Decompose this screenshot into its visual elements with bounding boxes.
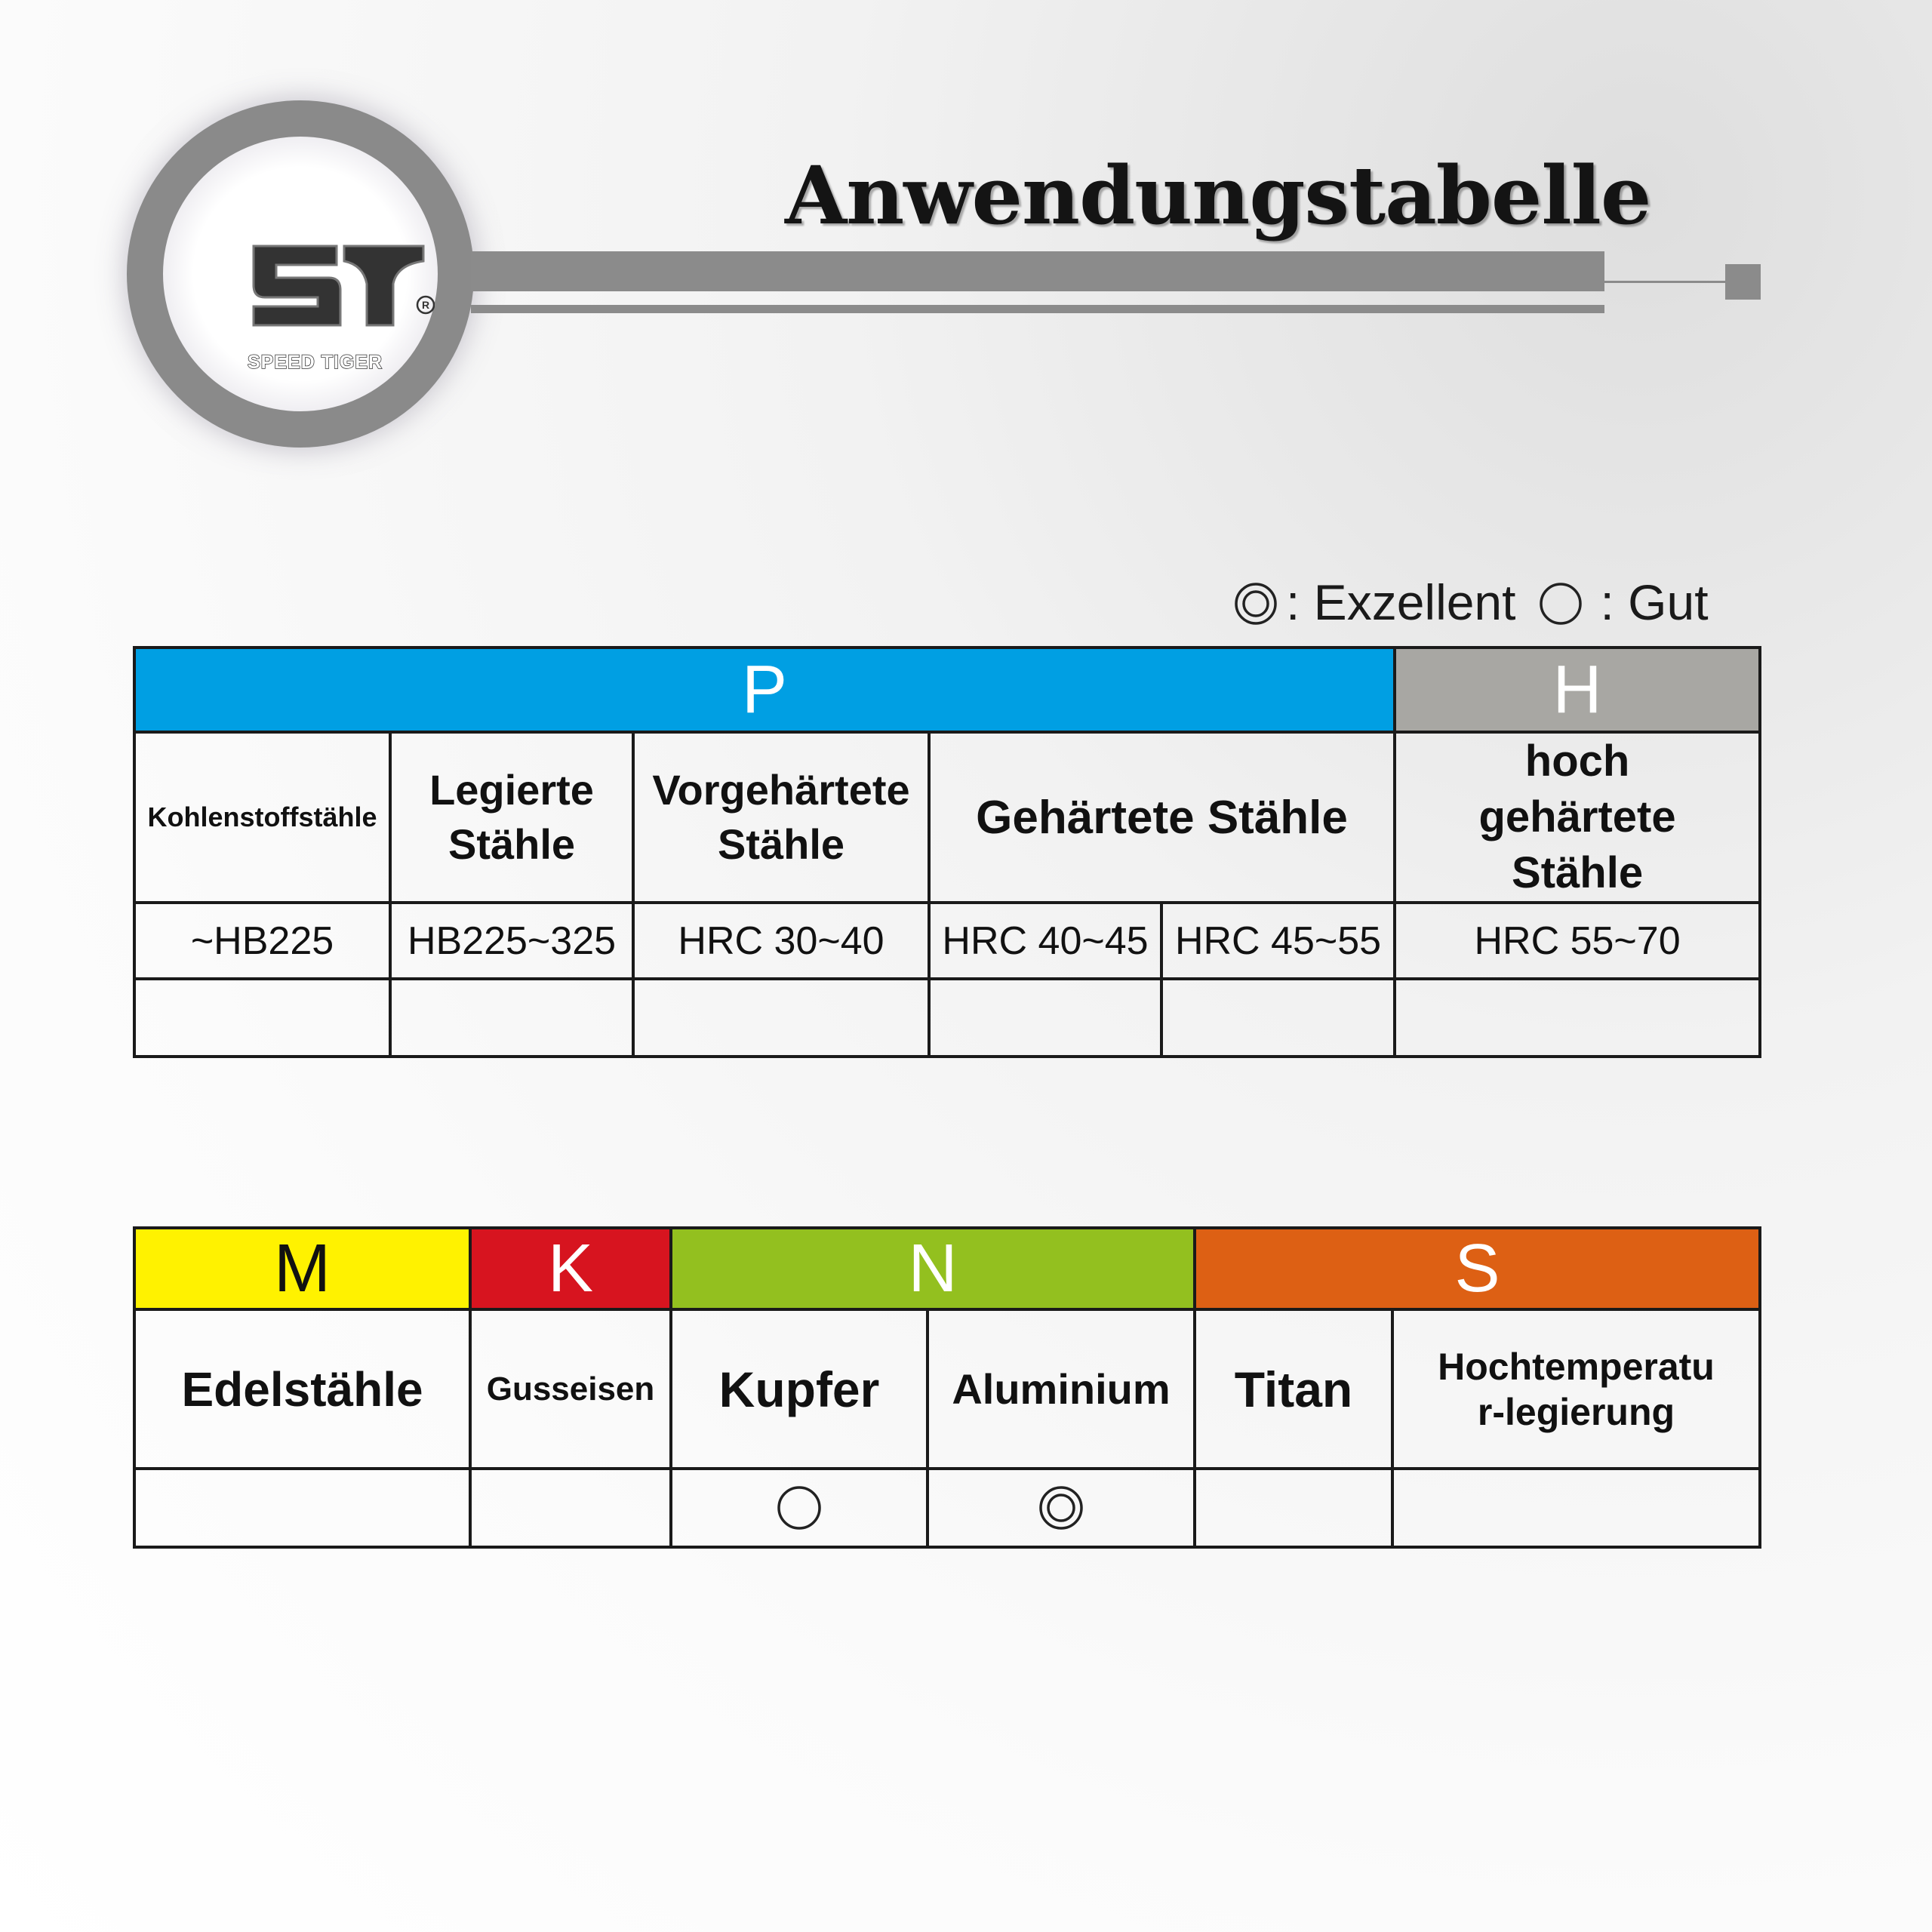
rating-cell	[1161, 979, 1395, 1057]
group-header-p: P	[134, 648, 1395, 732]
rating-cell	[470, 1469, 671, 1547]
range-cell: HRC 45~55	[1161, 903, 1395, 979]
speed-tiger-logo-icon	[246, 231, 435, 344]
range-cell: HRC 40~45	[929, 903, 1161, 979]
category-cell: Kupfer	[671, 1309, 928, 1469]
category-cell: Hochtemperatur-legierung	[1392, 1309, 1760, 1469]
range-cell: HB225~325	[390, 903, 633, 979]
category-cell: Aluminium	[928, 1309, 1195, 1469]
logo-brand-text: SPEED TIGER	[248, 352, 383, 373]
category-cell: Vorgehärtete Stähle	[633, 732, 929, 903]
rating-cell	[633, 979, 929, 1057]
group-header-k: K	[470, 1228, 671, 1309]
circle-icon	[1538, 580, 1583, 625]
category-cell: Gehärtete Stähle	[929, 732, 1395, 903]
legend-excellent-label: : Exzellent	[1286, 574, 1516, 630]
category-cell: Kohlenstoffstähle	[134, 732, 390, 903]
application-table-m-k-n-s	[133, 1226, 1761, 1549]
rating-cell-kupfer	[671, 1469, 928, 1547]
circle-icon	[775, 1484, 823, 1532]
rating-cell-aluminium	[928, 1469, 1195, 1547]
rating-cell	[1395, 979, 1760, 1057]
category-cell: Gusseisen	[470, 1309, 671, 1469]
legend	[1233, 574, 1709, 631]
page-title: Anwendungstabelle	[785, 148, 1651, 242]
category-cell: Titan	[1195, 1309, 1392, 1469]
range-cell: HRC 55~70	[1395, 903, 1760, 979]
group-header-m: M	[134, 1228, 470, 1309]
application-table-p-h	[133, 646, 1761, 1058]
rating-cell	[134, 1469, 470, 1547]
title-bar-thin	[471, 305, 1604, 313]
legend-good-label: : Gut	[1600, 574, 1709, 630]
category-cell: Legierte Stähle	[390, 732, 633, 903]
title-bar-square	[1725, 264, 1761, 300]
rating-cell	[134, 979, 390, 1057]
rating-cell	[390, 979, 633, 1057]
range-cell: HRC 30~40	[633, 903, 929, 979]
rating-cell	[1392, 1469, 1760, 1547]
double-circle-icon	[1037, 1484, 1085, 1532]
group-header-h: H	[1395, 648, 1760, 732]
group-header-s: S	[1195, 1228, 1760, 1309]
title-bar-line	[1604, 281, 1725, 283]
category-cell: hoch gehärtete Stähle	[1395, 732, 1760, 903]
rating-cell	[1195, 1469, 1392, 1547]
svg-text:R: R	[421, 299, 430, 311]
group-header-n: N	[671, 1228, 1195, 1309]
category-cell: Edelstähle	[134, 1309, 470, 1469]
logo-inner	[163, 137, 438, 411]
double-circle-icon	[1233, 580, 1278, 625]
logo-badge	[127, 100, 474, 448]
range-cell: ~HB225	[134, 903, 390, 979]
rating-cell	[929, 979, 1161, 1057]
title-bar-thick	[471, 251, 1604, 291]
